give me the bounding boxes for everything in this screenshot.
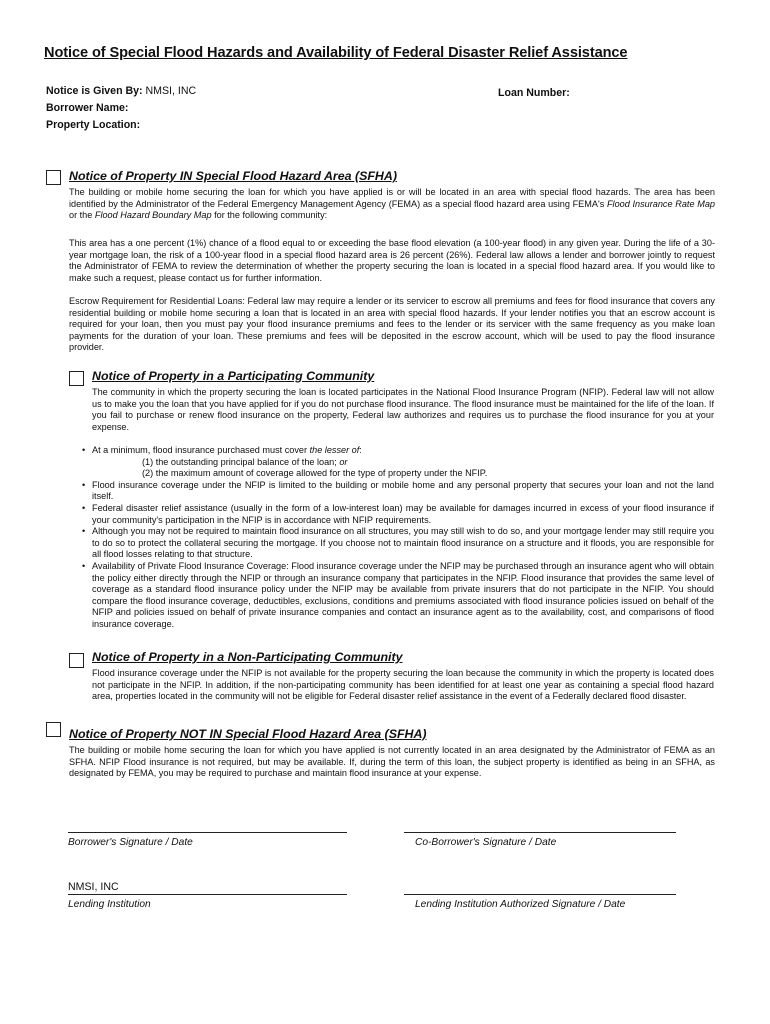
loan-number-field (498, 87, 570, 99)
sfha-in-checkbox[interactable] (46, 170, 61, 185)
sub-item: (1) the outstanding principal balance of the loan; or (142, 456, 348, 467)
loan-number-label: Loan Number: (498, 87, 570, 99)
list-item: • Flood insurance coverage under the NFIP is limited to the building or mobile home and any personal property that secures your loan and not the land itself. (82, 480, 714, 503)
sfha-not-heading: Notice of Property NOT IN Special Flood Hazard Area (SFHA) (69, 727, 427, 741)
co-borrower-signature-label: Co-Borrower's Signature / Date (415, 837, 557, 848)
escrow-requirement-paragraph: Escrow Requirement for Residential Loans: Federal law may require a lender or its servicer to escrow all premiums and fees for flood insurance that covers any residential building or mobile home securing a loan that is located in an area with special flood hazards. If your lender notifies you that an escrow account is required for your loan, then you must pay your flood insurance premiums and fees to the lender or its servicer with the same frequency as you make loan payments for the duration of your loan. These premiums and fees will be deposited in the escrow account, which will be used to pay the flood insurance provider. (69, 296, 715, 353)
sfha-in-paragraph-2: This area has a one percent (1%) chance of a flood equal to or exceeding the base flood elevation (a 100-year flood) in any given year. During the life of a 30-year mortgage loan, the risk of a 100-year flood in a special flood hazard area is 26 percent (26%). Federal law allows a lender and borrower jointly to request the Administrator of FEMA to review the determination of whether the property securing the loan is located in a special flood hazard area. If you would like to make such a request, please contact us for further information. (69, 238, 715, 283)
non-participating-checkbox[interactable] (69, 653, 84, 668)
co-borrower-signature-line[interactable] (404, 832, 676, 833)
authorized-signature-line[interactable] (404, 894, 676, 895)
property-location-label: Property Location: (46, 119, 141, 131)
participating-bullet-list (82, 445, 714, 631)
lending-institution-value: NMSI, INC (68, 881, 119, 893)
property-location-field (46, 119, 140, 131)
borrower-signature-label: Borrower's Signature / Date (68, 837, 193, 848)
borrower-signature-line[interactable] (68, 832, 347, 833)
non-participating-paragraph: Flood insurance coverage under the NFIP is not available for the property securing the loan because the community in which the property is located does not participate in the NFIP. In addition, if the non-participating community has been identified for at least one year as containing a special flood hazard area, properties located in the community will not be eligible for Federal disaster relief assistance in the event of a Federally declared flood disaster. (92, 668, 714, 702)
participating-checkbox[interactable] (69, 371, 84, 386)
list-item: • Federal disaster relief assistance (usually in the form of a low-interest loan) may be available for damages incurred in excess of your flood insurance if your community's participation in the NFIP is in accordance with NFIP requirements. (82, 503, 714, 526)
lending-institution-line[interactable] (68, 894, 347, 895)
notice-given-by-label: Notice is Given By: (46, 85, 143, 97)
sfha-in-heading: Notice of Property IN Special Flood Hazard Area (SFHA) (69, 169, 397, 183)
borrower-name-label: Borrower Name: (46, 102, 129, 114)
sfha-in-paragraph-1: The building or mobile home securing the loan for which you have applied is or will be located in an area with special flood hazards. The area has been identified by the Administrator of the Federal Emergency Management Agency (FEMA) as a special flood hazard area using FEMA's Flood Insurance Rate Map or the Flood Hazard Boundary Map for the following community: (69, 187, 715, 221)
authorized-signature-label: Lending Institution Authorized Signature / Date (415, 899, 626, 910)
document-title: Notice of Special Flood Hazards and Availability of Federal Disaster Relief Assistance (44, 45, 628, 61)
notice-given-by (46, 85, 196, 97)
participating-heading: Notice of Property in a Participating Community (92, 369, 375, 383)
lending-institution-label: Lending Institution (68, 899, 151, 910)
sfha-not-checkbox[interactable] (46, 722, 61, 737)
notice-given-by-value: NMSI, INC (145, 85, 197, 97)
participating-paragraph: The community in which the property securing the loan is located participates in the National Flood Insurance Program (NFIP). Federal law will not allow us to make you the loan that you have applied for if you do not purchase flood insurance. The flood insurance must be maintained for the life of the loan. If you fail to purchase or renew flood insurance on the property, Federal law authorizes and requires us to purchase the flood insurance for you at your expense. (92, 387, 714, 432)
sub-item: (2) the maximum amount of coverage allowed for the type of property under the NFIP. (142, 468, 488, 479)
list-item: • Although you may not be required to maintain flood insurance on all structures, you may still wish to do so, and your mortgage lender may still require you to do so to protect the collateral securing the mortgage. If you choose not to maintain flood insurance on a structure and it floods, you are responsible for all flood losses relating to that structure. (82, 526, 714, 561)
sfha-not-paragraph: The building or mobile home securing the loan for which you have applied is not currently located in an area designated by the Administrator of FEMA as an SFHA. NFIP Flood insurance is not required, but may be available. If, during the term of this loan, the subject property is identified as being in an SFHA, as designated by FEMA, you may be required to purchase and maintain flood insurance at your expense. (69, 745, 715, 779)
non-participating-heading: Notice of Property in a Non-Participating Community (92, 650, 403, 664)
list-item: • At a minimum, flood insurance purchased must cover the lesser of: (1) the outstanding principal balance of the loan; or (2) the maximum amount of coverage allowed for the type of property under the NFIP. (82, 445, 714, 480)
borrower-name-field (46, 102, 128, 114)
list-item: • Availability of Private Flood Insurance Coverage: Flood insurance coverage under the NFIP may be purchased through an insurance agent who will obtain the policy either directly through the NFIP or through an insurance company that participates in the NFIP. Flood insurance that provides the same level of coverage as a standard flood insurance policy under the NFIP may be available from private insurers that do not participate in the NFIP. You should compare the flood insurance coverage, deductibles, exclusions, conditions and premiums associated with flood insurance policies issued on behalf of the NFIP and policies issued on behalf of private insurance companies and contact an insurance agent as to the availability, cost, and comparisons of flood insurance coverage. (82, 561, 714, 631)
